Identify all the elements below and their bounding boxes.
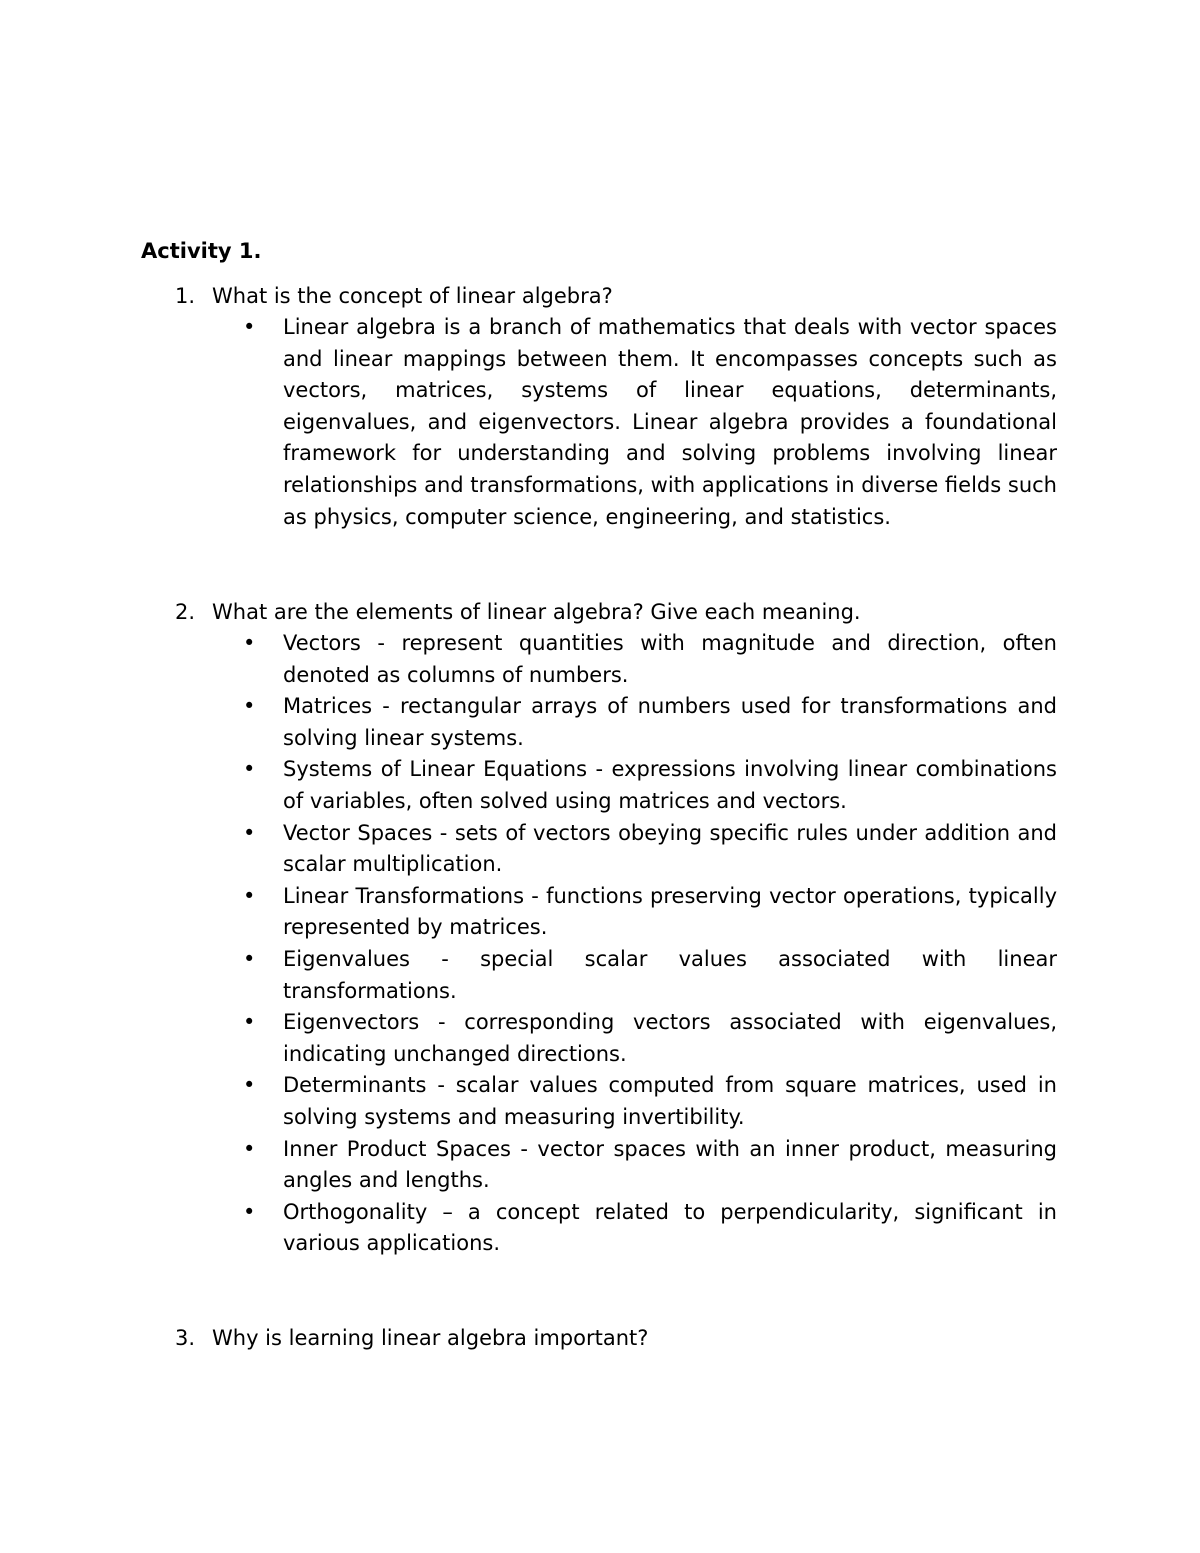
list-item bbox=[243, 691, 1057, 754]
question-text: Why is learning linear algebra important? bbox=[212, 1326, 649, 1350]
answer-text: Matrices - rectangular arrays of numbers used for transformations and solving linear systems. bbox=[283, 694, 1057, 750]
list-item bbox=[243, 1197, 1057, 1260]
bullet-icon: • bbox=[243, 631, 256, 655]
answer-list-1 bbox=[243, 312, 1057, 533]
question-2 bbox=[175, 597, 1075, 629]
answer-list-2 bbox=[243, 628, 1057, 1260]
bullet-icon: • bbox=[243, 1073, 256, 1098]
list-item bbox=[243, 1070, 1057, 1133]
question-number: 2. bbox=[175, 600, 196, 624]
bullet-icon: • bbox=[243, 946, 256, 971]
question-1 bbox=[175, 281, 1075, 313]
list-item bbox=[243, 944, 1057, 1007]
bullet-icon: • bbox=[243, 757, 256, 782]
answer-text: Eigenvectors - corresponding vectors associated with eigenvalues, indicating unchanged directions. bbox=[283, 1010, 1057, 1066]
answer-text: Linear algebra is a branch of mathematics that deals with vector spaces and linear mappings between them. It encompasses concepts such as vectors, matrices, systems of linear equations, determinants, eigenvalues, and eigenvectors. Linear algebra provides a foundational framework for understanding and solving problems involving linear relationships and transformations, with applications in diverse fields such as physics, computer science, engineering, and statistics. bbox=[283, 315, 1057, 529]
answer-text: Eigenvalues - special scalar values associated with linear transformations. bbox=[283, 946, 1057, 1003]
list-item bbox=[243, 754, 1057, 817]
list-item bbox=[243, 628, 1057, 691]
question-3 bbox=[175, 1323, 1075, 1355]
answer-text: Vector Spaces - sets of vectors obeying specific rules under addition and scalar multiplication. bbox=[283, 820, 1057, 877]
bullet-icon: • bbox=[243, 1199, 256, 1224]
bullet-icon: • bbox=[243, 694, 256, 719]
list-item bbox=[243, 1134, 1057, 1197]
bullet-icon: • bbox=[243, 1136, 256, 1161]
list-item bbox=[243, 1007, 1057, 1070]
question-number: 1. bbox=[175, 284, 196, 308]
list-item bbox=[243, 312, 1057, 533]
answer-text: Linear Transformations - functions preserving vector operations, typically represented by matrices. bbox=[283, 883, 1057, 940]
list-item bbox=[243, 881, 1057, 944]
question-text: What is the concept of linear algebra? bbox=[212, 284, 613, 308]
bullet-icon: • bbox=[243, 315, 256, 339]
answer-text: Systems of Linear Equations - expressions involving linear combinations of variables, often solved using matrices and vectors. bbox=[283, 757, 1057, 813]
bullet-icon: • bbox=[243, 820, 256, 845]
question-number: 3. bbox=[175, 1326, 196, 1350]
activity-title: Activity 1. bbox=[141, 239, 262, 263]
answer-text: Inner Product Spaces - vector spaces with an inner product, measuring angles and lengths. bbox=[283, 1136, 1057, 1193]
answer-text: Vectors - represent quantities with magnitude and direction, often denoted as columns of numbers. bbox=[283, 631, 1057, 687]
list-item bbox=[243, 818, 1057, 881]
question-text: What are the elements of linear algebra? Give each meaning. bbox=[212, 600, 861, 624]
bullet-icon: • bbox=[243, 883, 256, 908]
answer-text: Orthogonality – a concept related to perpendicularity, significant in various applications. bbox=[283, 1199, 1057, 1256]
answer-text: Determinants - scalar values computed from square matrices, used in solving systems and measuring invertibility. bbox=[283, 1073, 1057, 1129]
bullet-icon: • bbox=[243, 1010, 256, 1035]
